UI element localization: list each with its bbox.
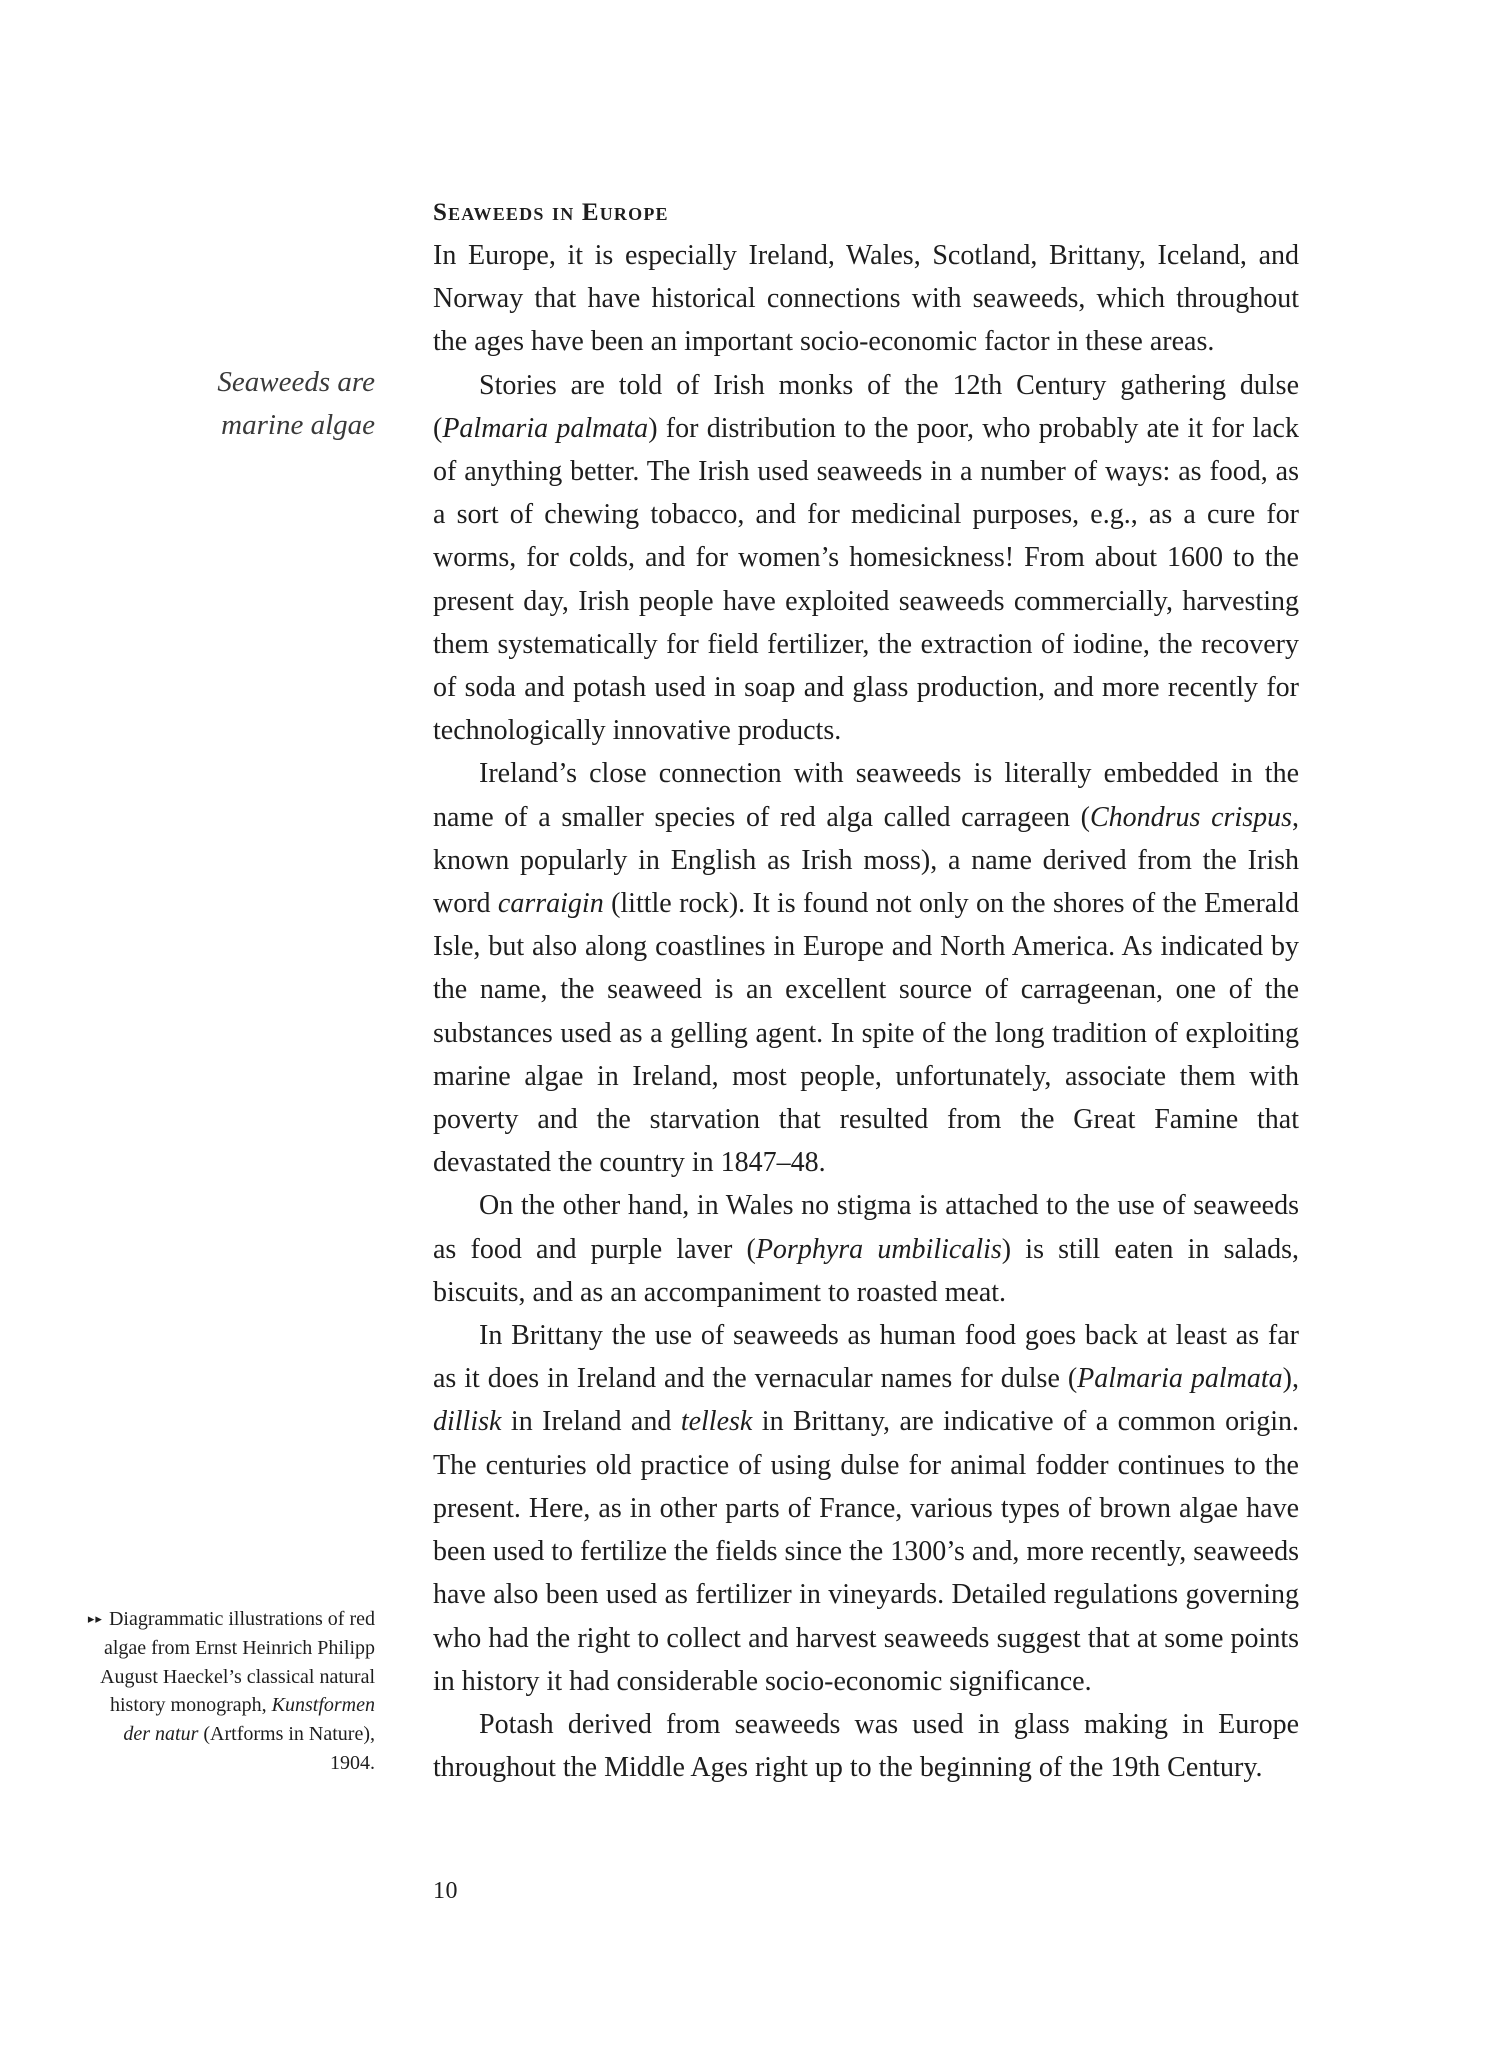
- caption-text: (Artforms in Nature), 1904.: [198, 1723, 375, 1774]
- double-arrow-icon: ▸▸: [87, 1611, 103, 1626]
- species-name: Palmaria palmata: [1077, 1363, 1283, 1395]
- paragraph: [433, 234, 1299, 364]
- paragraph-text: Potash derived from seaweeds was used in glass making in Europe throughout the Middle Ages right up to the beginning of the 19th Century.: [433, 1708, 1299, 1784]
- paragraph-text: Stories are told of Irish monks of the 12th Century gathering dulse (: [433, 369, 1299, 444]
- paragraph-text: , known popularly in English as Irish moss), a name derived from the Irish word: [433, 801, 1299, 920]
- paragraph-text: in Brittany, are indicative of a common origin. The centuries old practice of using dulse for animal fodder continues to the present. Here, as in other parts of France, various types of brown algae have been used to fertilize the fields since the 1300’s and, more recently, seaweeds have also been used as fertilizer in vineyards. Detailed regulations governing who had the right to collect and harvest seaweeds suggest that at some points in history it had considerable socio-economic significance.: [433, 1406, 1299, 1697]
- species-name: Palmaria palmata: [442, 412, 649, 444]
- foreign-word: carraigin: [497, 888, 604, 920]
- caption-text: Diagrammatic illustrations of red algae from Ernst Heinrich Philipp August Haeckel’s classical natural history monograph,: [100, 1608, 375, 1717]
- paragraph-text: In Europe, it is especially Ireland, Wales, Scotland, Brittany, Iceland, and Norway that have historical connections with seaweeds, which throughout the ages have been an important socio-economic factor in these areas.: [433, 240, 1299, 358]
- paragraph-text: ),: [1282, 1363, 1299, 1395]
- paragraph: [433, 1703, 1299, 1789]
- figure-caption: [86, 1605, 375, 1778]
- paragraph: [433, 1184, 1299, 1314]
- main-text-column: [433, 196, 1299, 1789]
- margin-note: [180, 361, 375, 447]
- margin-note-line: marine algae: [221, 409, 375, 441]
- foreign-word: tellesk: [680, 1406, 753, 1438]
- page-number: 10: [433, 1878, 458, 1904]
- foreign-word: dillisk: [433, 1406, 502, 1438]
- paragraph-text: In Brittany the use of seaweeds as human food goes back at least as far as it does in Ireland and the vernacular names for dulse (: [433, 1320, 1299, 1395]
- caption-book-title: Kunstformen der natur: [123, 1694, 375, 1746]
- paragraph-text: (little rock). It is found not only on the shores of the Emerald Isle, but also along coastlines in Europe and North America. As indicated by the name, the seaweed is an excellent source of carrageenan, one of the substances used as a gelling agent. In spite of the long tradition of exploiting marine algae in Ireland, most people, unfortunately, associate them with poverty and the starvation that resulted from the Great Famine that devastated the country in 1847–48.: [433, 888, 1300, 1179]
- section-heading: Seaweeds in Europe: [433, 199, 669, 226]
- paragraph-text: Ireland’s close connection with seaweeds is literally embedded in the name of a smaller species of red alga called carrageen (: [433, 758, 1299, 833]
- paragraph: [433, 752, 1299, 1184]
- margin-note-line: Seaweeds are: [217, 366, 375, 398]
- paragraph: [433, 1314, 1299, 1703]
- species-name: Porphyra umbilicalis: [755, 1233, 1002, 1265]
- paragraph-text: ) for distribution to the poor, who probably ate it for lack of anything better. The Irish used seaweeds in a number of ways: as food, as a sort of chewing tobacco, and for medicinal purposes, e.g., as a cure for worms, for colds, and for women’s homesickness! From about 1600 to the present day, Irish people have exploited seaweeds commercially, harvesting them systematically for field fertilizer, the extraction of iodine, the recovery of soda and potash used in soap and glass production, and more recently for technologically innovative products.: [433, 412, 1299, 747]
- paragraph: [433, 364, 1299, 753]
- paragraph-text: ) is still eaten in salads, biscuits, and as an accompaniment to roasted meat.: [433, 1233, 1299, 1308]
- paragraph-text: in Ireland and: [501, 1406, 681, 1438]
- paragraph-text: On the other hand, in Wales no stigma is attached to the use of seaweeds as food and purple laver (: [433, 1190, 1299, 1265]
- species-name: Chondrus crispus: [1089, 801, 1292, 833]
